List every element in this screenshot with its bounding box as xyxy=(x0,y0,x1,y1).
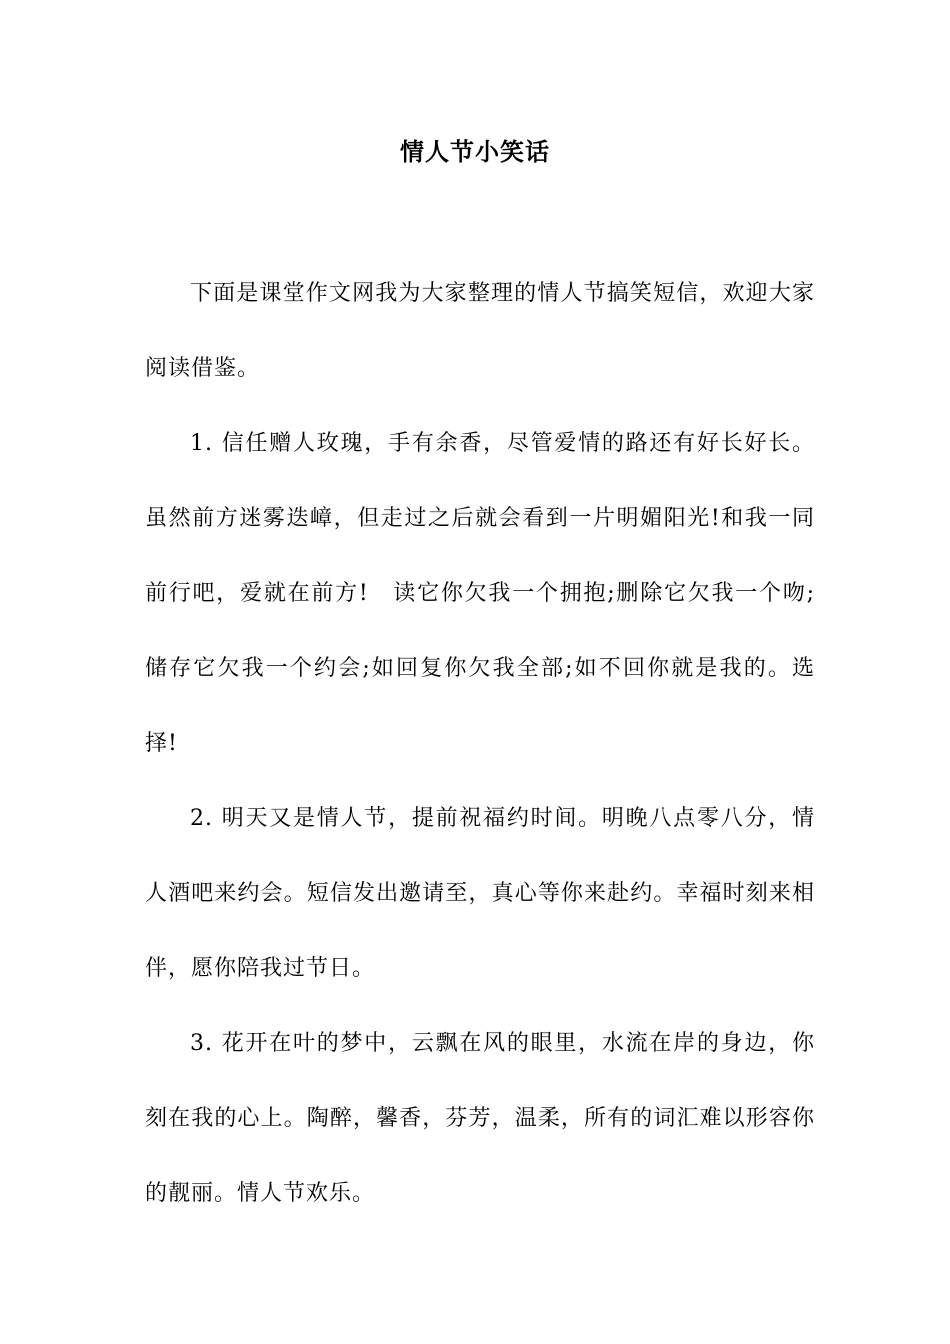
paragraph-item-1: 1. 信任赠人玫瑰，手有余香，尽管爱情的路还有好长好长。虽然前方迷雾迭嶂，但走过之后就会看到一片明媚阳光!和我一同前行吧，爱就在前方! 读它你欠我一个拥抱;删除它欠我一个吻;储存它欠我一个约会;如回复你欠我全部;如不回你就是我的。选择! xyxy=(145,431,815,756)
document-body xyxy=(145,256,815,1231)
page-title: 情人节小笑话 xyxy=(400,137,550,166)
paragraph-intro: 下面是课堂作文网我为大家整理的情人节搞笑短信，欢迎大家阅读借鉴。 xyxy=(145,281,815,381)
paragraph-item-3: 3. 花开在叶的梦中，云飘在风的眼里，水流在岸的身边，你刻在我的心上。陶醉，馨香，芬芳，温柔，所有的词汇难以形容你的靓丽。情人节欢乐。 xyxy=(145,1031,815,1206)
paragraph-item-2: 2. 明天又是情人节，提前祝福约时间。明晚八点零八分，情人酒吧来约会。短信发出邀请至，真心等你来赴约。幸福时刻来相伴，愿你陪我过节日。 xyxy=(145,806,815,981)
